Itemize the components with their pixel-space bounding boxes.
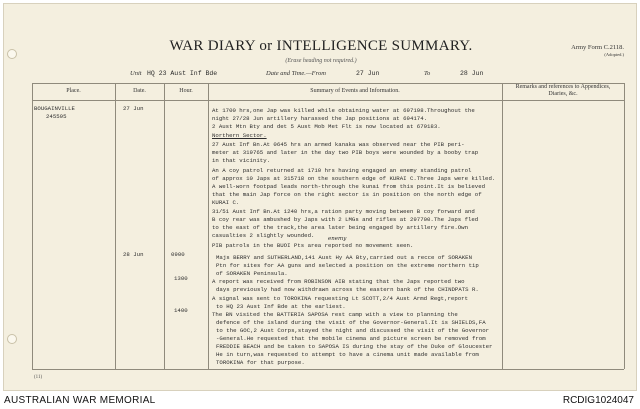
date-from: 27 Jun xyxy=(356,70,380,77)
summary-line: He in turn,was requested to attempt to have a cinema unit made available from xyxy=(216,351,479,358)
summary-line: Northern Sector. xyxy=(212,132,267,139)
summary-line: Ptn for sites for AA guns and selected a position on the extreme northern tip xyxy=(216,262,479,269)
summary-line: to the east of the track,the area later being engaged by artillery fire.Own xyxy=(212,224,468,231)
remarks-column-header: Remarks and references to Appendices, Diaries, &c. xyxy=(515,84,611,97)
summary-line: FREDDIE BEACH and be taken to SAPOSA IS during the stay of the Duke of Gloucester xyxy=(216,343,493,350)
column-rule xyxy=(164,83,165,369)
army-form-note: (Adopted.) xyxy=(604,52,624,57)
column-rule xyxy=(208,83,209,369)
page-subtitle: (Erase heading not required.) xyxy=(285,58,357,64)
column-rule xyxy=(115,83,116,369)
summary-line: casualties 2 slightly wounded. xyxy=(212,232,315,239)
army-form-label xyxy=(571,44,624,58)
punch-hole xyxy=(7,334,17,344)
summary-line: of approx 10 Japs at 315718 on the southern edge of KURAI C.Three Japs were killed. xyxy=(212,175,496,182)
unit-label: Unit xyxy=(130,70,142,77)
footer-record-id: RCDIG1024047 xyxy=(562,395,634,406)
summary-line: 31/51 Aust Inf Bn.At 1240 hrs,a ration party moving between B coy forward and xyxy=(212,208,475,215)
diary-page xyxy=(3,3,637,391)
place-name: BOUGAINVILLE xyxy=(34,105,75,112)
unit-value: HQ 23 Aust Inf Bde xyxy=(147,70,218,77)
summary-line: night 27/28 Jun artillery harassed the Jap positions at 694174. xyxy=(212,115,428,122)
summary-line: A signal was sent to TOROKINA requesting Lt SCOTT,2/4 Aust Armd Regt,report xyxy=(212,295,468,302)
army-form-number: Army Form C.2118. xyxy=(571,44,624,51)
summary-column-header: Summary of Events and Information. xyxy=(310,88,400,94)
summary-line: in that vicinity. xyxy=(212,157,271,164)
summary-line: to HQ 23 Aust Inf Bde at the earliest. xyxy=(216,303,346,310)
summary-line: 27 Aust Inf Bn.At 0645 hrs an armed kanaka was observed near the PIB peri- xyxy=(212,141,465,148)
date-entry: 27 Jun xyxy=(123,105,144,112)
summary-line: PIB patrols in the BUOI Pts area reported no movement seen. xyxy=(212,242,414,249)
date-to-label: To xyxy=(424,70,431,77)
column-rule xyxy=(624,83,625,369)
summary-line: An A coy patrol returned at 1710 hrs having engaged an enemy standing patrol xyxy=(212,167,472,174)
handwritten-insert: enemy xyxy=(328,236,347,242)
summary-line: to the GOC,2 Aust Corps,stayed the night and discussed the visit of the Governor xyxy=(216,327,490,334)
summary-line: TOROKINA for that purpose. xyxy=(216,359,305,366)
footer-institution: AUSTRALIAN WAR MEMORIAL xyxy=(4,395,156,406)
summary-line: that the main Jap force on the right sector is in position on the north edge of xyxy=(212,191,482,198)
summary-line: At 1700 hrs,one Jap was killed while obtaining water at 697198.Throughout the xyxy=(212,107,475,114)
column-rule xyxy=(32,83,33,369)
place-ref: 245595 xyxy=(46,113,67,120)
hour-entry: 1300 xyxy=(174,275,188,282)
summary-line: of SORAKEN Peninsula. xyxy=(216,270,288,277)
summary-line: meter at 319765 and later in the day two PIB boys were wounded by a booby trap xyxy=(212,149,479,156)
summary-line: KURAI C. xyxy=(212,199,240,206)
summary-line: -General.He requested that the mobile cinema and picture screen be removed from xyxy=(216,335,486,342)
column-rule xyxy=(502,83,503,369)
page-title: WAR DIARY or INTELLIGENCE SUMMARY. xyxy=(169,38,473,54)
place-column-header: Place. xyxy=(66,88,81,94)
summary-line: days previously had now withdrawn across the eastern bank of the CHINDPATS R. xyxy=(216,286,479,293)
footer-bar xyxy=(0,392,640,409)
hour-column-header: Hour. xyxy=(179,88,193,94)
summary-line: defence of the island during the visit of the Governor-General.It is SHIELDS,FA xyxy=(216,319,486,326)
summary-line: The BN visited the BATTERIA SAPOSA rest camp with a view to planning the xyxy=(212,311,458,318)
summary-line: A report was received from ROBINSON AIB stating that the Japs reported two xyxy=(212,278,465,285)
date-column-header: Date. xyxy=(133,88,146,94)
date-entry: 28 Jun xyxy=(123,251,144,258)
summary-line: B coy rear was ambushed by Japs with 2 LMGs and rifles at 297700.The Japs fled xyxy=(212,216,479,223)
summary-line: A well-worn footpad leads north-through the kunai from this point.It is believed xyxy=(212,183,486,190)
date-to: 28 Jun xyxy=(460,70,484,77)
hour-entry: 0900 xyxy=(171,251,185,258)
summary-line: Majs BERRY and SUTHERLAND,141 Aust Hy AA Bty,carried out a recce of SORAKEN xyxy=(216,254,472,261)
hour-entry: 1400 xyxy=(174,307,188,314)
form-number: (11) xyxy=(34,375,43,380)
table-header-rule xyxy=(32,100,624,101)
date-label: Date and Time.—From xyxy=(266,70,326,77)
table-bottom-rule xyxy=(32,369,624,370)
summary-line: 2 Aust Mtn Bty and det 5 Aust Mob Met Flt is now located at 679183. xyxy=(212,123,441,130)
